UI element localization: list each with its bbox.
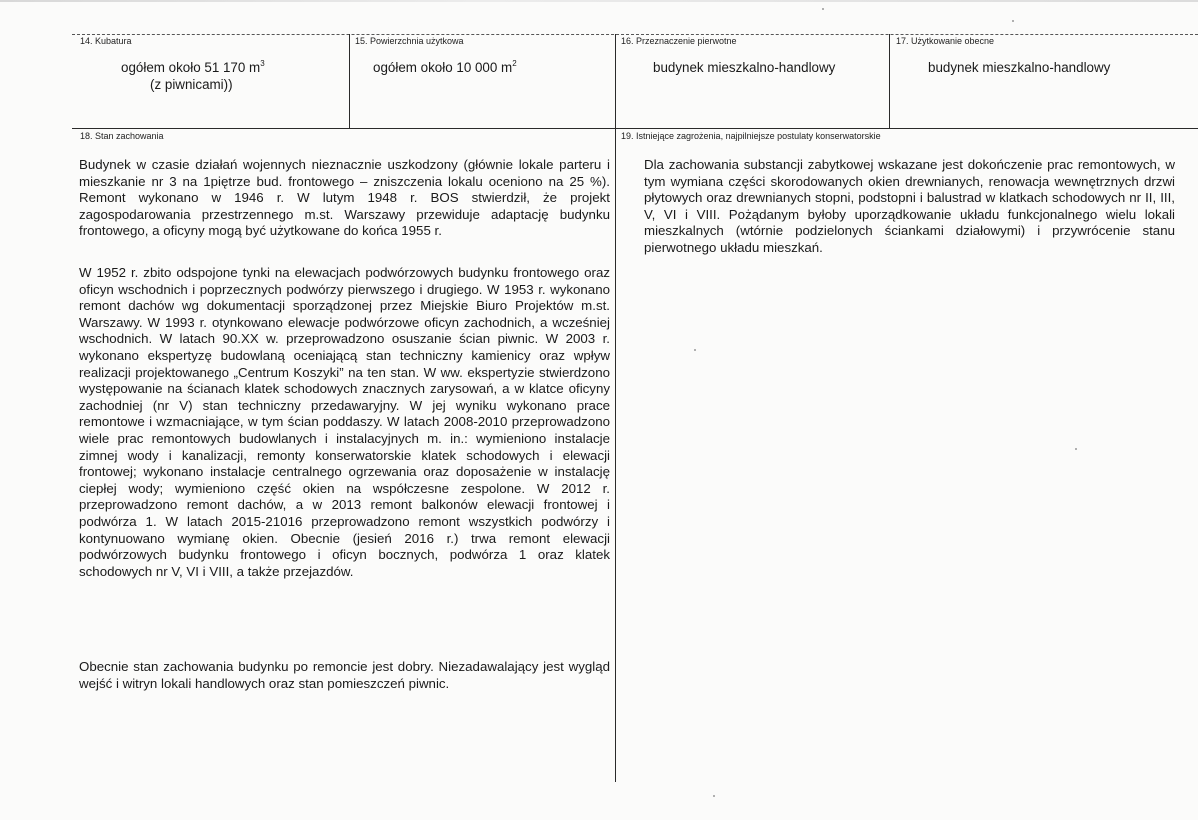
field-17-label: 17. Użytkowanie obecne <box>896 36 995 46</box>
field-17-value: budynek mieszkalno-handlowy <box>928 60 1111 75</box>
field-15-value <box>373 60 517 76</box>
row-divider <box>72 128 1198 129</box>
divider-14-15 <box>349 34 350 128</box>
field-14-value-line2: (z piwnicami)) <box>150 77 233 92</box>
field-18-label: 18. Stan zachowania <box>80 131 164 141</box>
scan-speck <box>822 8 824 10</box>
field-15-value-sup: 2 <box>512 59 517 68</box>
field-16-label: 16. Przeznaczenie pierwotne <box>621 36 737 46</box>
field-18-paragraph-1: Budynek w czasie działań wojennych nieznacznie uszkodzony (głównie lokale parteru i mieszkanie nr 3 na 1piętrze bud. frontowego – zniszczenia lokalu oceniono na 25 %). Remont wykonano w 1946 r. W lutym 1948 r. BOS stwierdził, że projekt zagospodarowania przestrzennego m.st. Warszawy przewiduje adaptację budynku frontowego, a oficyny mogą być użytkowane do końca 1955 r. <box>79 157 610 239</box>
scan-edge <box>0 0 1198 2</box>
scan-speck <box>1075 448 1077 450</box>
scan-speck <box>713 795 715 797</box>
field-15-label: 15. Powierzchnia użytkowa <box>355 36 464 46</box>
field-14-value <box>121 60 265 76</box>
field-18-paragraph-2: W 1952 r. zbito odspojone tynki na elewacjach podwórzowych budynku frontowego oraz oficyn wschodnich i poprzecznych podwórzy pierwszego i drugiego. W 1953 r. wykonano remont dachów wg dokumentacji sporządzonej przez Miejskie Biuro Projektów m.st. Warszawy. W 1993 r. otynkowano elewacje podwórzowe oficyn zachodnich, a wcześniej wschodnich. W latach 90.XX w. przeprowadzono osuszanie ścian piwnic. W 2003 r. wykonano ekspertyzę budowlaną oceniającą stan techniczny kamienicy oraz wpływ realizacji projektowanego „Centrum Koszyki” na ten stan. W ww. ekspertyzie stwierdzono występowanie na ścianach klatek schodowych znacznych zarysowań, a w klatce oficyny zachodniej (nr V) stan techniczny przedawaryjny. W jej wyniku wykonano prace remontowe i wzmacniające, w tym ścian poddaszy. W latach 2008-2010 przeprowadzono wiele prac remontowych budowlanych i instalacyjnych m. in.: wymieniono instalacje zimnej wody i kanalizacji, remonty konserwatorskie klatek schodowych i elewacji frontowej; wykonano instalacje centralnego ogrzewania oraz doposażenie w instalację ciepłej wody; wymieniono część okien na współczesne zespolone. W 2012 r. przeprowadzono remont dachów, a w 2013 remont balkonów elewacji frontowej i podwórza 1. W latach 2015-21016 przeprowadzono remont wszystkich podwórzy i kontynuowano wymianę okien. Obecnie (jesień 2016 r.) trwa remont elewacji podwórzowych budynku frontowego i oficyn bocznych, podwórza 1 oraz klatek schodowych nr V, VI i VIII, a także przejazdów. <box>79 265 610 579</box>
scan-speck <box>1012 20 1014 22</box>
field-14-value-sup: 3 <box>260 59 265 68</box>
top-border <box>72 34 1198 35</box>
field-16-value: budynek mieszkalno-handlowy <box>653 60 836 75</box>
divider-16-17 <box>889 34 890 128</box>
field-19-paragraph-1: Dla zachowania substancji zabytkowej wskazane jest dokończenie prac remontowych, w tym wymiana części skorodowanych okien drewnianych, renowacja wewnętrznych drzwi płytowych oraz drewnianych stopni, podstopni i balustrad w klatkach schodowych nr II, III, V, VI i VIII. Pożądanym byłoby uporządkowanie układu funkcjonalnego wielu lokali mieszkalnych (wtórnie podzielonych ściankami działowymi) i przywrócenie stanu pierwotnego układu mieszkań. <box>644 157 1175 255</box>
scan-speck <box>694 349 696 351</box>
field-18-paragraph-3: Obecnie stan zachowania budynku po remoncie jest dobry. Niezadawalający jest wygląd wejść i witryn lokali handlowych oraz stan pomieszczeń piwnic. <box>79 659 610 691</box>
divider-15-16 <box>615 34 616 782</box>
field-14-value-text: ogółem około 51 170 m <box>121 60 261 75</box>
field-15-value-text: ogółem około 10 000 m <box>373 60 513 75</box>
field-19-label: 19. Istniejące zagrożenia, najpilniejsze postulaty konserwatorskie <box>621 131 881 141</box>
field-14-label: 14. Kubatura <box>80 36 132 46</box>
